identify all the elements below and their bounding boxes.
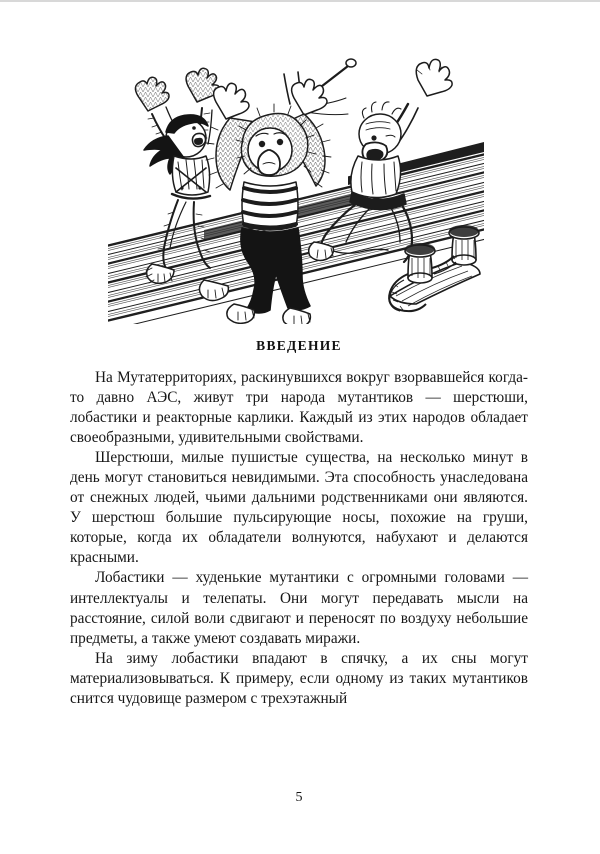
paragraph: На Мутатерриториях, раскинувшихся вокруг взорвавшейся когда-то давно АЭС, живут три народа мутантиков — шерстюши, лобастики и реакторные карлики. Каждый из этих народов обладает своеобразными, удивительными свойствами. bbox=[70, 369, 528, 447]
page-top-edge bbox=[0, 0, 600, 2]
paragraph: Шерстюши, милые пушистые существа, на несколько минут в день могут становиться невидимыми. Эта способность унаследована от снежных людей, чьими дальними родственниками они являются. У шерстюш большие пульсирующие носы, похожие на груши, которые, когда их обладатели волнуются, набухают и делаются красными. bbox=[70, 449, 528, 567]
paragraph: Лобастики — худенькие мутантики с огромными головами — интеллектуалы и телепаты. Они могут передавать мысли на расстояние, силой воли сдвигают и переносят по воздуху небольшие предметы, а также умеют создавать миражи. bbox=[70, 569, 528, 647]
body-text bbox=[70, 368, 528, 709]
page-number: 5 bbox=[295, 790, 303, 805]
chapter-illustration bbox=[108, 52, 484, 324]
paragraph: На зиму лобастики впадают в спячку, а их сны могут материализовываться. К примеру, если одному из таких мутантиков снится чудовище размером с трехэтажный bbox=[70, 649, 528, 707]
page-title: ВВЕДЕНИЕ bbox=[256, 338, 342, 353]
